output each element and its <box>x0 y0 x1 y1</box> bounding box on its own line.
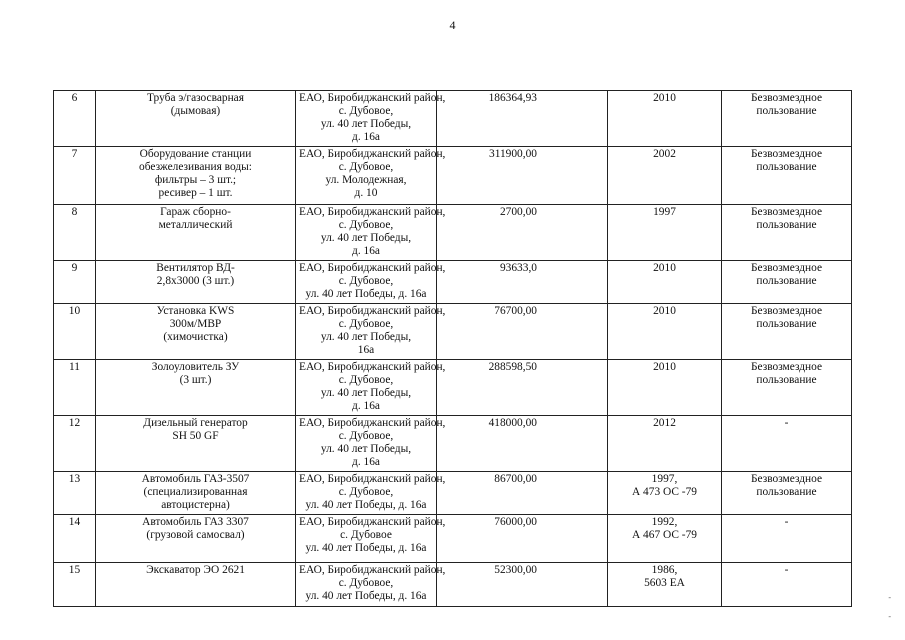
right-type-cell <box>722 416 852 472</box>
year-cell <box>608 360 722 416</box>
address-line: д. 16а <box>352 245 380 257</box>
row-number-text: 13 <box>68 473 81 485</box>
object-name-line: Гараж сборно- <box>160 206 231 218</box>
address-line: с. Дубовое <box>340 529 392 541</box>
address-line: ул. 40 лет Победы, <box>320 232 412 244</box>
right-type-line: Безвозмездное <box>750 305 823 317</box>
row-number-text: 14 <box>68 516 81 528</box>
right-type-line: - <box>784 564 789 576</box>
cost-cell <box>437 147 608 205</box>
object-name-line: SH 50 GF <box>172 430 219 442</box>
right-type-line: пользование <box>756 219 817 231</box>
object-name-cell <box>96 563 296 607</box>
address-line: д. 10 <box>354 187 378 199</box>
object-name-line: Установка KWS <box>156 305 235 317</box>
year-line: 2010 <box>653 361 676 373</box>
right-type-line: пользование <box>756 486 817 498</box>
object-name-line: фильтры – 3 шт.; <box>154 174 237 186</box>
cost-text: 76000,00 <box>494 516 537 528</box>
table-row <box>54 563 852 607</box>
object-name-line: (специализированная <box>143 486 248 498</box>
row-number-cell <box>54 261 96 304</box>
cost-text: 2700,00 <box>499 206 537 218</box>
address-line: д. 16а <box>352 131 380 143</box>
right-type-line: Безвозмездное <box>750 361 823 373</box>
address-line: ЕАО, Биробиджанский район, <box>299 361 446 373</box>
year-cell <box>608 472 722 515</box>
year-cell <box>608 205 722 261</box>
year-cell <box>608 304 722 360</box>
right-type-cell <box>722 472 852 515</box>
right-type-line: - <box>784 516 789 528</box>
object-name-line: автоцистерна) <box>161 499 230 511</box>
cost-text: 93633,0 <box>499 262 537 274</box>
year-line: 1992, <box>651 516 678 528</box>
address-line: с. Дубовое, <box>338 161 394 173</box>
right-type-line: - <box>784 417 789 429</box>
address-line: д. 16а <box>352 456 380 468</box>
address-cell <box>296 147 446 205</box>
row-number-cell <box>54 360 96 416</box>
year-line: 2010 <box>653 262 676 274</box>
right-type-line: пользование <box>756 105 817 117</box>
year-line: 2012 <box>653 417 676 429</box>
cost-cell <box>437 205 608 261</box>
row-number-cell <box>54 515 96 563</box>
year-line: А 467 ОС -79 <box>631 529 697 541</box>
row-number-text: 8 <box>71 206 78 218</box>
right-type-line: пользование <box>756 374 817 386</box>
cost-cell <box>437 515 608 563</box>
address-line: с. Дубовое, <box>338 219 394 231</box>
address-line: ул. 40 лет Победы, д. 16а <box>305 542 427 554</box>
address-line: ЕАО, Биробиджанский район, <box>299 473 446 485</box>
page-number: 4 <box>449 18 456 32</box>
address-line: с. Дубовое, <box>338 430 394 442</box>
object-name-cell <box>96 515 296 563</box>
year-cell <box>608 563 722 607</box>
address-line: ЕАО, Биробиджанский район, <box>299 148 446 160</box>
object-name-cell <box>96 261 296 304</box>
cost-text: 418000,00 <box>488 417 537 429</box>
right-type-cell <box>722 563 852 607</box>
object-name-line: Золоуловитель ЗУ <box>151 361 240 373</box>
address-cell <box>296 91 446 147</box>
address-line: ЕАО, Биробиджанский район, <box>299 564 446 576</box>
right-type-cell <box>722 515 852 563</box>
object-name-line: Автомобиль ГАЗ-3507 <box>141 473 250 485</box>
object-name-line: Автомобиль ГАЗ 3307 <box>142 516 249 528</box>
right-type-line: пользование <box>756 161 817 173</box>
address-line: ул. 40 лет Победы, д. 16а <box>305 590 427 602</box>
right-type-line: пользование <box>756 318 817 330</box>
address-line: с. Дубовое, <box>338 275 394 287</box>
table-row <box>54 360 852 416</box>
right-type-line: Безвозмездное <box>750 92 823 104</box>
table-row <box>54 205 852 261</box>
year-line: 1986, <box>651 564 678 576</box>
row-number-cell <box>54 205 96 261</box>
cost-text: 76700,00 <box>494 305 537 317</box>
address-line: ЕАО, Биробиджанский район, <box>299 262 446 274</box>
object-name-line: Вентилятор ВД- <box>156 262 235 274</box>
stray-mark: - <box>888 593 891 602</box>
address-line: с. Дубовое, <box>338 105 394 117</box>
address-line: ул. 40 лет Победы, д. 16а <box>305 499 427 511</box>
object-name-cell <box>96 472 296 515</box>
right-type-cell <box>722 205 852 261</box>
right-type-line: Безвозмездное <box>750 206 823 218</box>
row-number-text: 6 <box>71 92 78 104</box>
object-name-line: (грузовой самосвал) <box>146 529 245 541</box>
right-type-cell <box>722 91 852 147</box>
right-type-cell <box>722 360 852 416</box>
object-name-line: Оборудование станции <box>139 148 252 160</box>
cost-text: 186364,93 <box>488 92 537 104</box>
cost-cell <box>437 91 608 147</box>
object-name-cell <box>96 360 296 416</box>
address-line: ул. 40 лет Победы, <box>320 443 412 455</box>
object-name-line: ресивер – 1 шт. <box>158 187 233 199</box>
cost-cell <box>437 304 608 360</box>
row-number-text: 10 <box>68 305 81 317</box>
object-name-line: 300м/МВР <box>169 318 222 330</box>
cost-text: 311900,00 <box>489 148 537 160</box>
year-line: 5603 ЕА <box>644 577 685 589</box>
table-row <box>54 91 852 147</box>
stray-mark: - <box>888 612 891 621</box>
address-cell <box>296 563 446 607</box>
table-row <box>54 147 852 205</box>
object-name-cell <box>96 304 296 360</box>
cost-cell <box>437 563 608 607</box>
year-line: 2010 <box>653 92 676 104</box>
year-cell <box>608 147 722 205</box>
address-line: с. Дубовое, <box>338 318 394 330</box>
row-number-text: 7 <box>71 148 78 160</box>
cost-cell <box>437 360 608 416</box>
year-line: 2010 <box>653 305 676 317</box>
cost-text: 86700,00 <box>494 473 537 485</box>
address-line: ул. 40 лет Победы, <box>320 331 412 343</box>
object-name-cell <box>96 147 296 205</box>
row-number-text: 11 <box>69 361 80 373</box>
address-line: ул. 40 лет Победы, д. 16а <box>305 288 427 300</box>
year-line: 2002 <box>653 148 676 160</box>
address-line: ул. 40 лет Победы, <box>320 118 412 130</box>
object-name-line: (химочистка) <box>163 331 228 343</box>
object-name-cell <box>96 91 296 147</box>
object-name-line: Экскаватор ЭО 2621 <box>146 564 245 576</box>
row-number-cell <box>54 563 96 607</box>
cost-cell <box>437 472 608 515</box>
object-name-cell <box>96 416 296 472</box>
address-cell <box>296 261 446 304</box>
row-number-cell <box>54 304 96 360</box>
object-name-line: обезжелезивания воды: <box>139 161 252 173</box>
address-line: с. Дубовое, <box>338 374 394 386</box>
table-row <box>54 416 852 472</box>
right-type-cell <box>722 261 852 304</box>
cost-cell <box>437 416 608 472</box>
row-number-cell <box>54 472 96 515</box>
right-type-cell <box>722 147 852 205</box>
address-line: ул. Молодежная, <box>325 174 407 186</box>
address-line: 16а <box>357 344 375 356</box>
address-cell <box>296 360 446 416</box>
row-number-text: 9 <box>71 262 78 274</box>
year-line: 1997, <box>651 473 678 485</box>
address-line: с. Дубовое, <box>338 486 394 498</box>
address-line: ЕАО, Биробиджанский район, <box>299 516 446 528</box>
right-type-line: Безвозмездное <box>750 473 823 485</box>
address-cell <box>296 205 446 261</box>
address-cell <box>296 515 446 563</box>
object-name-line: 2,8х3000 (3 шт.) <box>156 275 235 287</box>
year-line: А 473 ОС -79 <box>631 486 697 498</box>
cost-text: 52300,00 <box>494 564 537 576</box>
object-name-line: (дымовая) <box>170 105 221 117</box>
year-cell <box>608 515 722 563</box>
table-row <box>54 472 852 515</box>
cost-cell <box>437 261 608 304</box>
year-line: 1997 <box>653 206 676 218</box>
address-line: с. Дубовое, <box>338 577 394 589</box>
address-cell <box>296 416 446 472</box>
object-name-line: металлический <box>158 219 233 231</box>
property-table <box>53 90 852 607</box>
row-number-text: 15 <box>68 564 81 576</box>
table-body <box>54 91 852 607</box>
year-cell <box>608 416 722 472</box>
table-row <box>54 261 852 304</box>
address-cell <box>296 472 446 515</box>
address-line: ЕАО, Биробиджанский район, <box>299 305 446 317</box>
row-number-cell <box>54 147 96 205</box>
address-line: ЕАО, Биробиджанский район, <box>299 417 446 429</box>
cost-text: 288598,50 <box>488 361 537 373</box>
address-line: ЕАО, Биробиджанский район, <box>299 206 446 218</box>
address-line: ЕАО, Биробиджанский район, <box>299 92 446 104</box>
row-number-cell <box>54 91 96 147</box>
table-row <box>54 515 852 563</box>
right-type-line: Безвозмездное <box>750 148 823 160</box>
right-type-cell <box>722 304 852 360</box>
right-type-line: пользование <box>756 275 817 287</box>
object-name-cell <box>96 205 296 261</box>
object-name-line: Дизельный генератор <box>143 417 248 429</box>
row-number-text: 12 <box>68 417 81 429</box>
address-cell <box>296 304 446 360</box>
year-cell <box>608 91 722 147</box>
row-number-cell <box>54 416 96 472</box>
table-row <box>54 304 852 360</box>
year-cell <box>608 261 722 304</box>
address-line: д. 16а <box>352 400 380 412</box>
object-name-line: Труба э/газосварная <box>147 92 244 104</box>
address-line: ул. 40 лет Победы, <box>320 387 412 399</box>
right-type-line: Безвозмездное <box>750 262 823 274</box>
object-name-line: (3 шт.) <box>179 374 212 386</box>
